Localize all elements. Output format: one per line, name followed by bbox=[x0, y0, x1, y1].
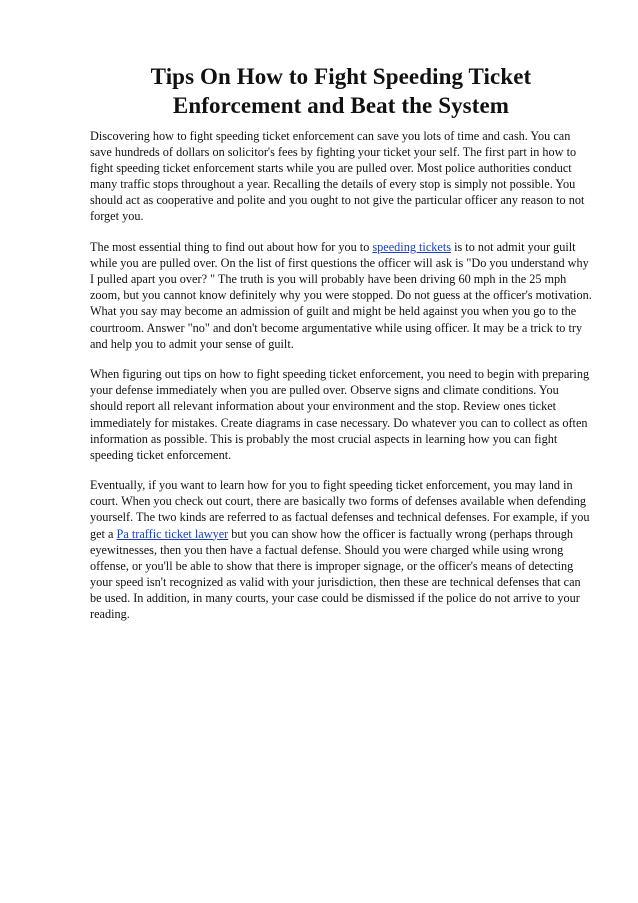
paragraph-3-text: When figuring out tips on how to fight speeding ticket enforcement, you need to begin with preparing your defense immediately when you are pulled over. Observe signs and climate conditions. You should report all relevant information about your environment and the stop. Review ones ticket immediately for mistakes. Create diagrams in case necessary. Do whatever you can to collect as often information as possible. This is probably the most crucial aspects in learning how you can fight speeding ticket enforcement. bbox=[90, 367, 590, 462]
paragraph-4-text-before: Eventually, if you want to learn how for you to fight speeding ticket enforcement, you may land in court. When you check out court, there are basically two forms of defenses available when defending yourself. The two kinds are referred to as factual defenses and technical defenses. For example, if you get a bbox=[90, 478, 590, 541]
title-line-2: Enforcement and Beat the System bbox=[172, 93, 510, 118]
pa-traffic-ticket-lawyer-link[interactable]: Pa traffic ticket lawyer bbox=[116, 526, 229, 541]
paragraph-4-text-after: but you can show how the officer is factually wrong (perhaps through eyewitnesses, then you then have a factual defense. Should you were charged while using wrong offense, or you'll be able to show that there is improper signage, or the officer's means of detecting your speed isn't recognized as valid with your jurisdiction, then these are technical defenses that can be used. In addition, in many courts, your case could be dismissed if the police do not arrive to your reading. bbox=[90, 526, 581, 622]
paragraph-2 bbox=[90, 239, 592, 352]
paragraph-4 bbox=[90, 477, 592, 622]
paragraph-1-text: Discovering how to fight speeding ticket enforcement can save you lots of time and cash. You can save hundreds of dollars on solicitor's fees by fighting your ticket your self. The first part in how to fight speeding ticket enforcement starts while you are pulled over. Most police authorities conduct many traffic stops throughout a year. Recalling the details of every stop is simply not possible. You should act as cooperative and polite and you ought to not give the particular officer any reason to not forget you. bbox=[90, 129, 585, 224]
paragraph-3 bbox=[90, 366, 592, 463]
paragraph-1 bbox=[90, 128, 592, 225]
paragraph-2-text-after: is to not admit your guilt while you are pulled over. On the list of first questions the officer will ask is "Do you understand why I pulled apart you over? " The truth is you will probably have been driving 60 mph in the 25 mph zoom, but you cannot know definitely why you were stopped. Do not guess at the officer's motivation. What you say may become an admission of guilt and might be held against you when you go to the courtroom. Answer "no" and don't become argumentative while using officer. It may be a trick to try and help you to admit your sense of guilt. bbox=[90, 240, 592, 351]
document-page bbox=[90, 62, 592, 637]
speeding-tickets-link[interactable]: speeding tickets bbox=[372, 240, 451, 255]
title-line-1: Tips On How to Fight Speeding Ticket bbox=[150, 64, 532, 89]
page-title bbox=[90, 62, 592, 120]
paragraph-2-text-before: The most essential thing to find out about how for you to bbox=[90, 240, 373, 255]
